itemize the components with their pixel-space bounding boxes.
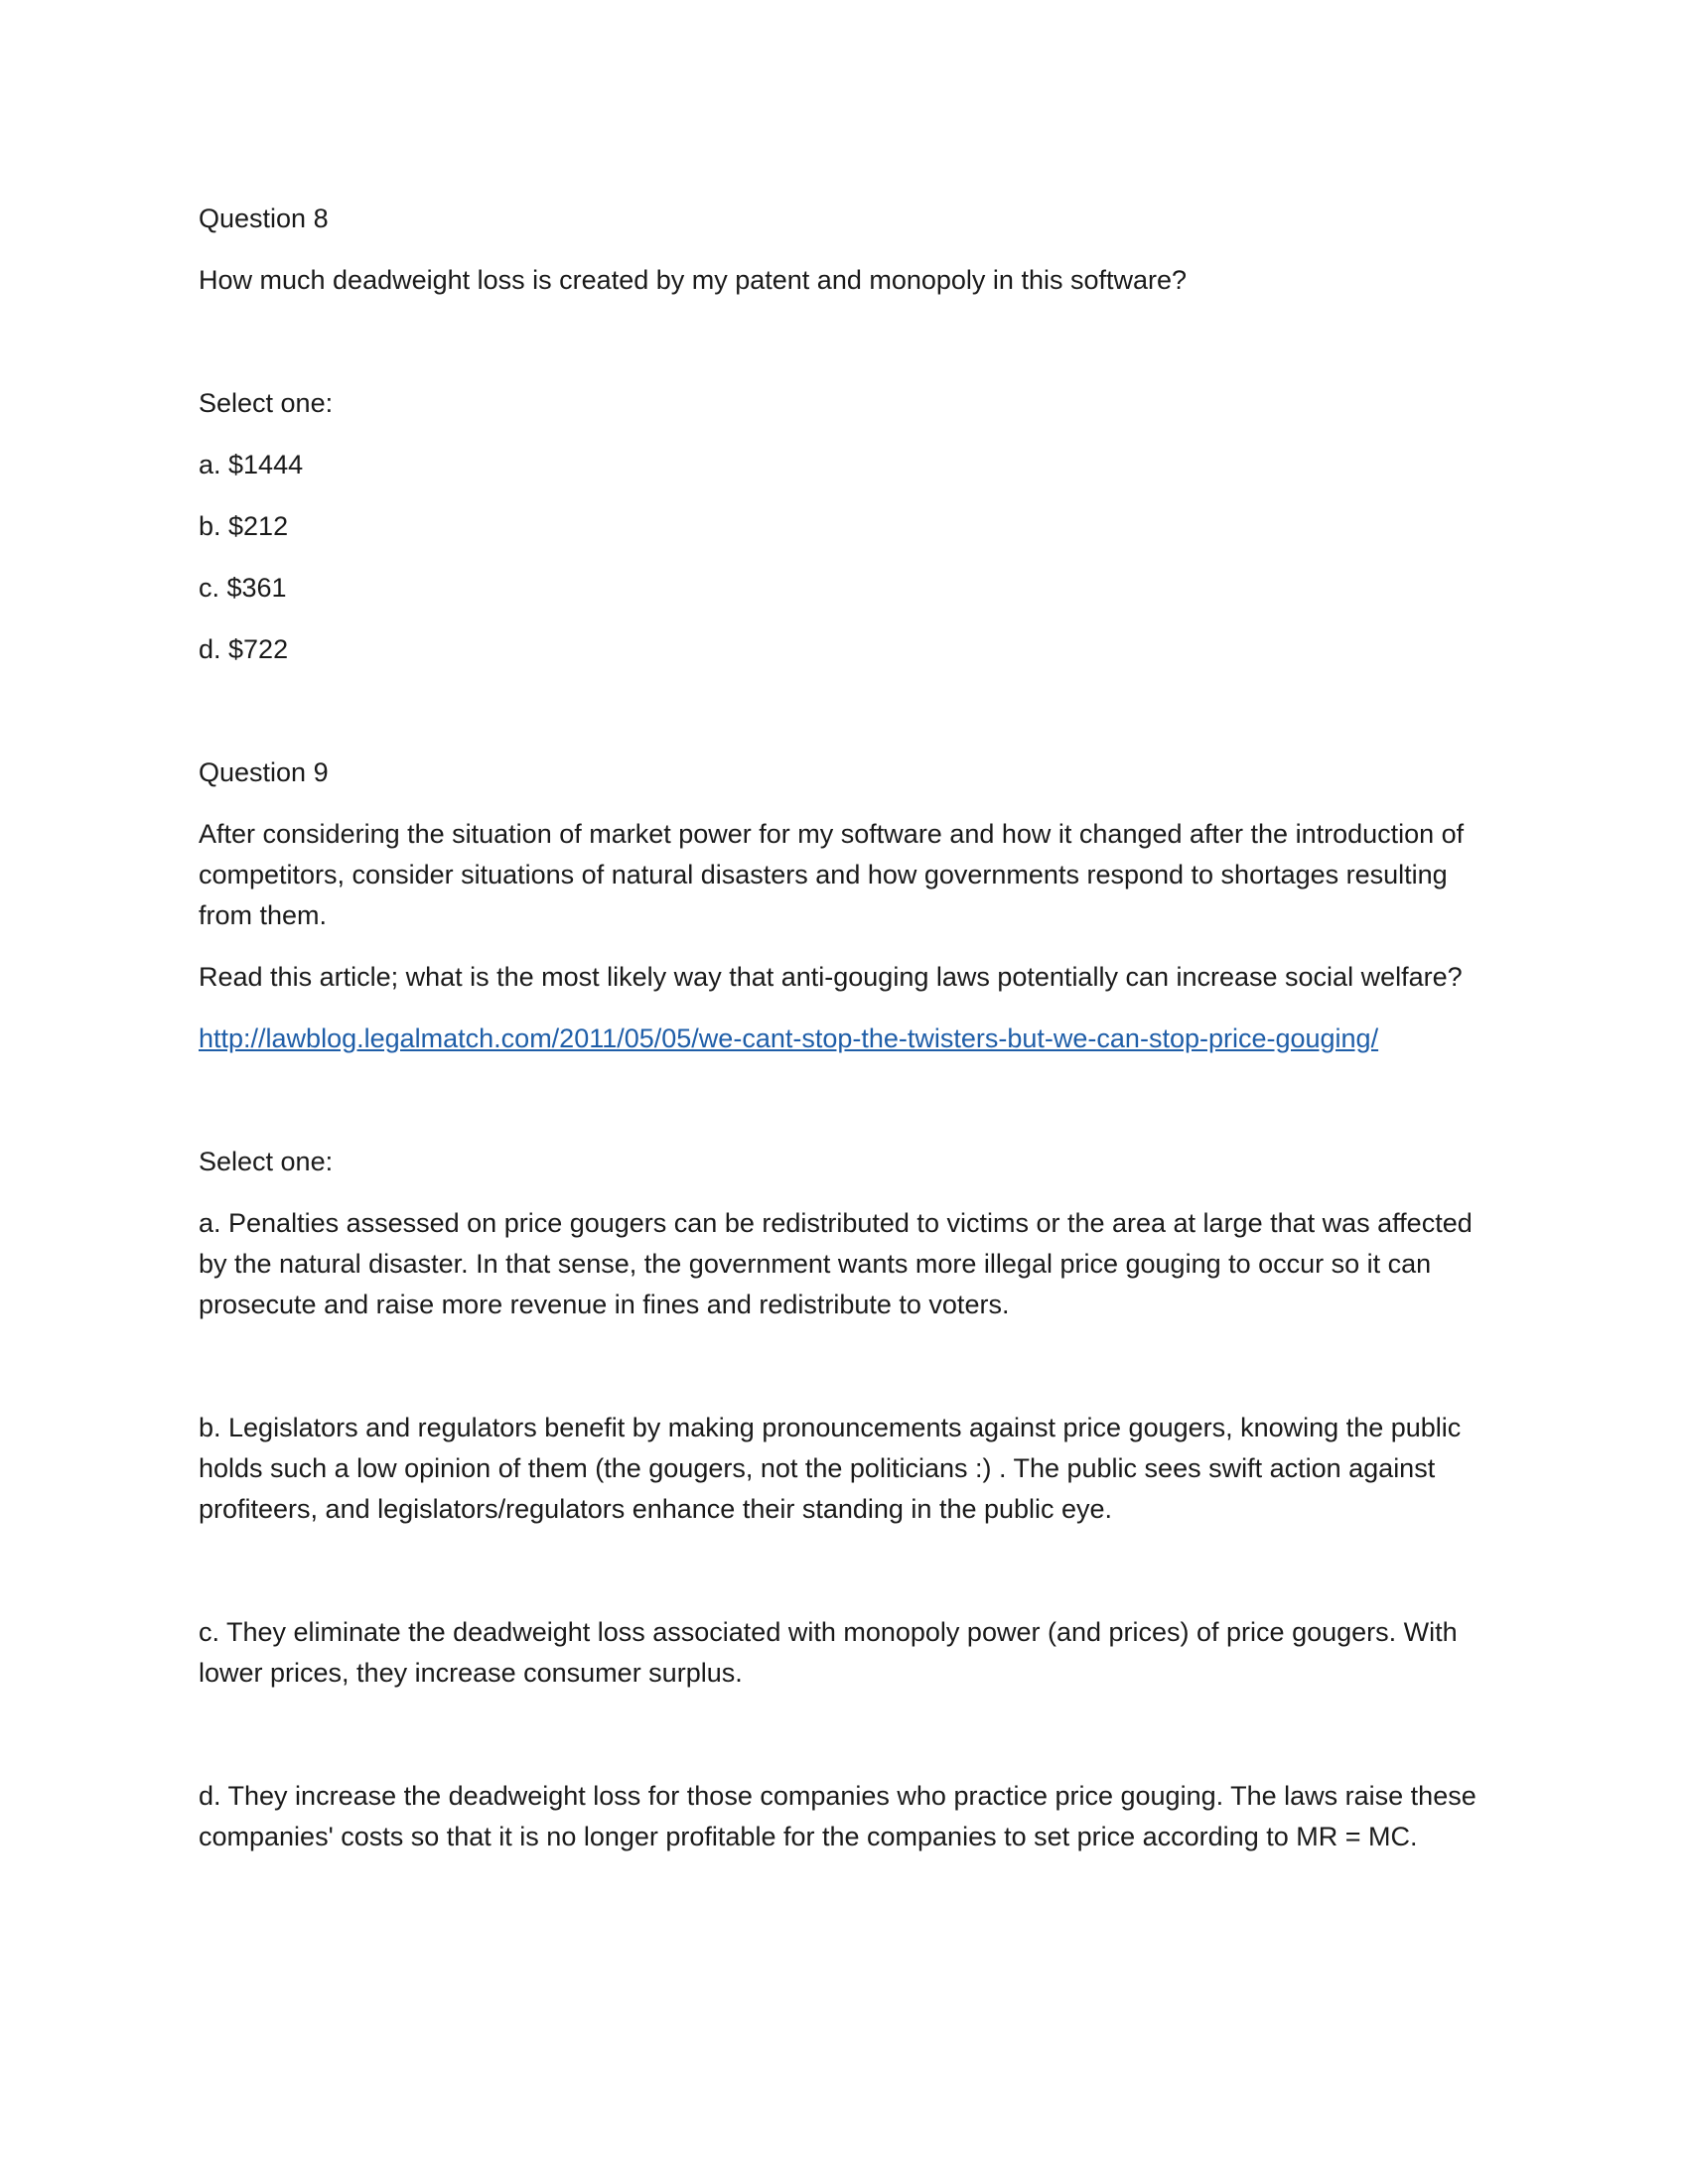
question-9-option-c[interactable]: c. They eliminate the deadweight loss associated with monopoly power (and prices) of price gougers. With lower prices, they increase consumer surplus. (199, 1617, 1458, 1688)
question-9-option-b[interactable]: b. Legislators and regulators benefit by making pronouncements against price gougers, knowing the public holds such a low opinion of them (the gougers, not the politicians :) . The public sees swift action against profiteers, and legislators/regulators enhance their standing in the public eye. (199, 1413, 1462, 1524)
question-8-select-label: Select one: (199, 388, 334, 418)
question-9-option-d[interactable]: d. They increase the deadweight loss for those companies who practice price gouging. The laws raise these companies' costs so that it is no longer profitable for the companies to set price according to MR = MC. (199, 1781, 1477, 1851)
article-link[interactable]: http://lawblog.legalmatch.com/2011/05/05/we-cant-stop-the-twisters-but-we-can-stop-price-gouging/ (199, 1024, 1379, 1053)
question-8-option-a[interactable]: a. $1444 (199, 450, 304, 479)
question-9-intro: After considering the situation of market power for my software and how it changed after the introduction of competitors, consider situations of natural disasters and how governments respond to shortages resulting from them. (199, 819, 1465, 930)
question-8-option-d[interactable]: d. $722 (199, 634, 289, 664)
question-8-text: How much deadweight loss is created by my patent and monopoly in this software? (199, 265, 1188, 295)
question-9-title: Question 9 (199, 757, 329, 787)
article-link-paragraph (199, 1019, 1499, 1059)
question-8-title: Question 8 (199, 204, 329, 233)
document-page (199, 199, 1499, 1878)
question-9-prompt: Read this article; what is the most likely way that anti-gouging laws potentially can increase social welfare? (199, 962, 1463, 992)
question-9-select-label: Select one: (199, 1147, 334, 1176)
question-9-option-a[interactable]: a. Penalties assessed on price gougers can be redistributed to victims or the area at large that was affected by the natural disaster. In that sense, the government wants more illegal price gouging to occur so it can prosecute and raise more revenue in fines and redistribute to voters. (199, 1208, 1473, 1319)
question-8-option-b[interactable]: b. $212 (199, 511, 289, 541)
question-8-option-c[interactable]: c. $361 (199, 573, 287, 603)
